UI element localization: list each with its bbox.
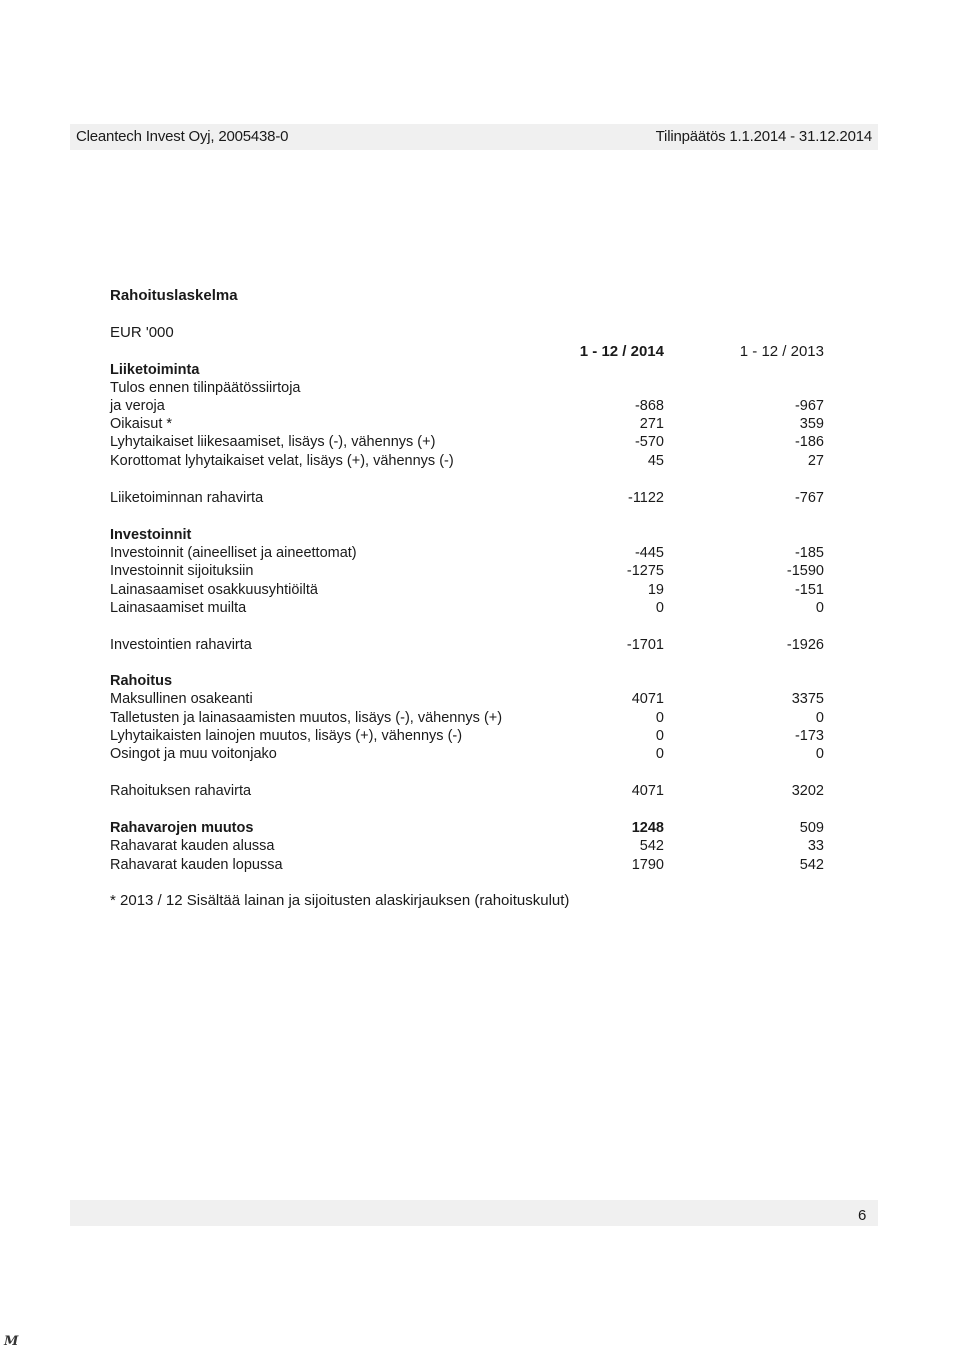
- value-2014: 4071: [631, 783, 664, 799]
- footnote: * 2013 / 12 Sisältää lainan ja sijoitusten alaskirjauksen (rahoituskulut): [110, 892, 570, 909]
- row-label: Liiketoiminnan rahavirta: [110, 490, 264, 506]
- value-2014: 19: [647, 582, 664, 598]
- table-row: [110, 599, 826, 617]
- value-2014: 45: [647, 453, 664, 469]
- table-row: [110, 544, 826, 562]
- row-label: Tulos ennen tilinpäätössiirtoja: [110, 380, 301, 396]
- value-2014: 0: [655, 728, 664, 744]
- value-2014: 0: [655, 710, 664, 726]
- subtotal-row-financing: [110, 782, 826, 800]
- column-header-2014: 1 - 12 / 2014: [579, 343, 664, 360]
- row-label: Maksullinen osakeanti: [110, 691, 253, 707]
- table-row: [110, 690, 826, 708]
- table-row: [110, 415, 826, 433]
- row-label: Talletusten ja lainasaamisten muutos, lisäys (-), vähennys (+): [110, 710, 503, 726]
- row-label: Lainasaamiset osakkuusyhtiöiltä: [110, 582, 318, 598]
- value-2013: -185: [794, 545, 824, 561]
- table-row: [110, 379, 826, 397]
- row-label: Rahoitus: [110, 673, 173, 689]
- row-label: ja veroja: [110, 398, 165, 414]
- value-2014: 542: [639, 838, 664, 854]
- value-2014: -570: [634, 434, 664, 450]
- value-2014: 0: [655, 746, 664, 762]
- section-heading-operations: [110, 361, 826, 379]
- value-2014: -1701: [626, 637, 664, 653]
- row-label: Rahoituksen rahavirta: [110, 783, 252, 799]
- value-2013: 542: [799, 857, 824, 873]
- row-label: Lyhytaikaisten lainojen muutos, lisäys (+), vähennys (-): [110, 728, 463, 744]
- row-label: Liiketoiminta: [110, 362, 200, 378]
- value-2013: 27: [807, 453, 824, 469]
- handwritten-initials: M: [4, 1334, 19, 1349]
- value-2013: 0: [815, 746, 824, 762]
- row-label: Rahavarat kauden lopussa: [110, 857, 283, 873]
- row-label: Investoinnit sijoituksiin: [110, 563, 254, 579]
- subtotal-row-investments: [110, 636, 826, 654]
- value-2013: -173: [794, 728, 824, 744]
- section-heading-financing: [110, 672, 826, 690]
- row-label: Investoinnit (aineelliset ja aineettomat): [110, 545, 357, 561]
- value-2013: -151: [794, 582, 824, 598]
- table-row: [110, 562, 826, 580]
- value-2014: 1790: [631, 857, 664, 873]
- value-2013: 509: [799, 820, 824, 836]
- row-label: Lyhytaikaiset liikesaamiset, lisäys (-), vähennys (+): [110, 434, 436, 450]
- report-period: Tilinpäätös 1.1.2014 - 31.12.2014: [655, 128, 872, 145]
- row-label: Investoinnit: [110, 527, 192, 543]
- currency-unit: EUR '000: [110, 324, 174, 341]
- total-row-cash-change: [110, 819, 826, 837]
- footer-band: [70, 1200, 878, 1226]
- value-2013: 0: [815, 600, 824, 616]
- value-2014: -445: [634, 545, 664, 561]
- value-2013: 33: [807, 838, 824, 854]
- table-row: [110, 727, 826, 745]
- table-row: [110, 581, 826, 599]
- section-heading-investments: [110, 526, 826, 544]
- value-2014: -1275: [626, 563, 664, 579]
- row-label: Rahavarat kauden alussa: [110, 838, 275, 854]
- value-2014: 4071: [631, 691, 664, 707]
- value-2013: -967: [794, 398, 824, 414]
- table-row: [110, 433, 826, 451]
- value-2013: 3375: [791, 691, 824, 707]
- value-2013: 0: [815, 710, 824, 726]
- table-row: [110, 397, 826, 415]
- row-label: Lainasaamiset muilta: [110, 600, 247, 616]
- subtotal-row-operations: [110, 489, 826, 507]
- table-row: [110, 745, 826, 763]
- table-row: [110, 856, 826, 874]
- table-row: [110, 837, 826, 855]
- value-2014: -1122: [627, 490, 664, 506]
- value-2013: -186: [794, 434, 824, 450]
- value-2013: 3202: [791, 783, 824, 799]
- row-label: Korottomat lyhytaikaiset velat, lisäys (+), vähennys (-): [110, 453, 454, 469]
- table-row: [110, 709, 826, 727]
- value-2014: 1248: [631, 820, 664, 836]
- value-2013: 359: [799, 416, 824, 432]
- table-row: [110, 452, 826, 470]
- row-label: Oikaisut *: [110, 416, 173, 432]
- value-2013: -1926: [786, 637, 824, 653]
- row-label: Osingot ja muu voitonjako: [110, 746, 277, 762]
- page-number: 6: [858, 1207, 867, 1224]
- value-2014: 0: [655, 600, 664, 616]
- statement-title: Rahoituslaskelma: [110, 287, 238, 304]
- value-2014: 271: [639, 416, 664, 432]
- company-name: Cleantech Invest Oyj, 2005438-0: [76, 128, 289, 145]
- column-header-2013: 1 - 12 / 2013: [739, 343, 824, 360]
- row-label: Rahavarojen muutos: [110, 820, 254, 836]
- value-2013: -767: [794, 490, 824, 506]
- value-2013: -1590: [786, 563, 824, 579]
- value-2014: -868: [634, 398, 664, 414]
- row-label: Investointien rahavirta: [110, 637, 252, 653]
